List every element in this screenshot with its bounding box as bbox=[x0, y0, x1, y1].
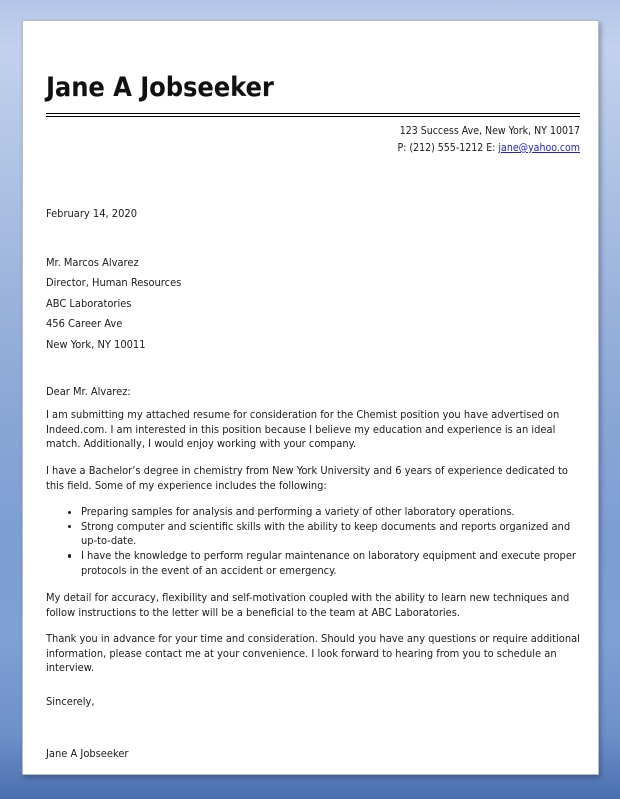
experience-bullet-list bbox=[46, 505, 580, 578]
sender-name: Jane A Jobseeker bbox=[46, 72, 274, 103]
list-item: Strong computer and scientific skills with the ability to keep documents and reports organized and up-to-date. bbox=[46, 520, 580, 549]
recipient-line: New York, NY 10011 bbox=[46, 337, 146, 351]
list-item: I have the knowledge to perform regular maintenance on laboratory equipment and execute proper protocols in the event of an accident or emergency. bbox=[46, 549, 580, 578]
letter-page bbox=[22, 20, 599, 775]
recipient-line: Mr. Marcos Alvarez bbox=[46, 255, 139, 269]
closing-paragraph-1: My detail for accuracy, flexibility and self-motivation coupled with the ability to learn new techniques and follow instructions to the letter will be a beneficial to the team at ABC Laboratories. bbox=[46, 591, 570, 619]
recipient-line: 456 Career Ave bbox=[46, 317, 123, 331]
letter-body bbox=[46, 207, 580, 761]
page-content-area bbox=[23, 21, 598, 774]
contact-phone-email bbox=[46, 140, 580, 157]
signoff: Sincerely, bbox=[46, 695, 95, 709]
letterhead-divider bbox=[46, 113, 580, 117]
signature-name: Jane A Jobseeker bbox=[46, 746, 129, 760]
recipient-line: Director, Human Resources bbox=[46, 276, 182, 290]
closing-paragraph-2: Thank you in advance for your time and consideration. Should you have any questions or require additional information, please contact me at your convenience. I look forward to hearing from you to schedule an interview. bbox=[46, 632, 580, 675]
letterhead bbox=[46, 73, 580, 157]
contact-address: 123 Success Ave, New York, NY 10017 bbox=[399, 125, 580, 137]
email-link[interactable]: jane@yahoo.com bbox=[498, 142, 580, 154]
recipient-line: ABC Laboratories bbox=[46, 296, 132, 310]
body-paragraph-2: I have a Bachelor’s degree in chemistry from New York University and 6 years of experience dedicated to this field. Some of my experience includes the following: bbox=[46, 463, 568, 492]
salutation: Dear Mr. Alvarez: bbox=[46, 384, 131, 398]
letter-date: February 14, 2020 bbox=[46, 207, 137, 220]
contact-block bbox=[46, 123, 580, 157]
body-paragraph-1: I am submitting my attached resume for consideration for the Chemist position you have advertised on Indeed.com. I am interested in this position because I believe my education and experience is an ideal match. Additionally, I would enjoy working with your company. bbox=[46, 408, 560, 451]
contact-phone-label: P: (212) 555-1212 E: bbox=[397, 142, 499, 154]
list-item: Preparing samples for analysis and performing a variety of other laboratory operations. bbox=[46, 505, 580, 520]
recipient-address-block bbox=[46, 253, 580, 356]
